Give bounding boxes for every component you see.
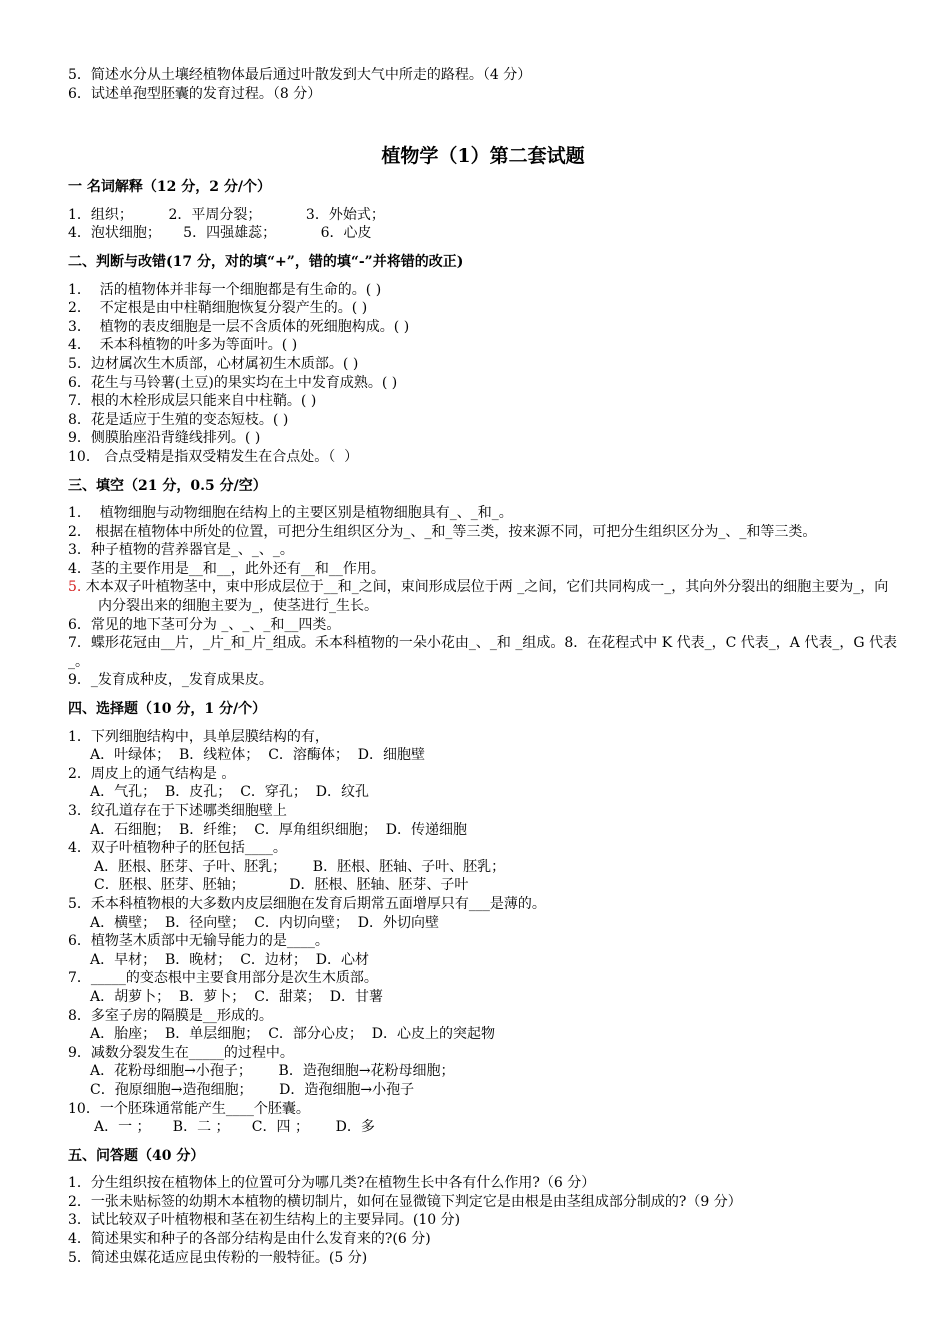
section-heading-fill: 三、填空（21 分，0.5 分/空）	[68, 477, 267, 494]
judge-item: 2． 不定根是由中柱鞘细胞恢复分裂产生的。( )	[68, 300, 368, 317]
qa-list	[68, 1174, 898, 1267]
document-page	[68, 66, 898, 1267]
judge-item: 10． 合点受精是指双受精发生在合点处。（ ）	[68, 448, 359, 465]
fill-item: 6．常见的地下茎可分为 _、_、_和__四类。	[68, 616, 341, 633]
fill-item	[68, 578, 898, 615]
judge-list	[68, 281, 898, 467]
judge-item: 7．根的木栓形成层只能来自中柱鞘。( )	[68, 393, 317, 410]
choice-options: C．孢原细胞→造孢细胞； D．造孢细胞→小孢子	[90, 1081, 415, 1098]
section-heading-qa: 五、问答题（40 分）	[68, 1147, 205, 1164]
qa-item: 3．试比较双子叶植物根和茎在初生结构上的主要异同。(10 分)	[68, 1212, 461, 1229]
choice-options: A．早材； B．晚材； C．边材； D．心材	[90, 951, 370, 968]
prev-item: 6．试述单孢型胚囊的发育过程。（8 分）	[68, 85, 322, 102]
choice-question: 2．周皮上的通气结构是 。	[68, 765, 236, 782]
choice-question: 7．_____的变态根中主要食用部分是次生木质部。	[68, 970, 378, 987]
qa-item: 1．分生组织按在植物体上的位置可分为哪几类?在植物生长中各有什么作用?（6 分）	[68, 1175, 596, 1192]
choice-question: 1．下列细胞结构中，具单层膜结构的有，	[68, 728, 329, 745]
choice-options: A．气孔； B．皮孔； C．穿孔； D．纹孔	[90, 784, 370, 801]
choice-list	[68, 728, 898, 1137]
judge-item: 6．花生与马铃薯(土豆)的果实均在土中发育成熟。( )	[68, 374, 398, 391]
choice-options: C．胚根、胚芽、胚轴； D．胚根、胚轴、胚芽、子叶	[94, 877, 469, 894]
terms-row: 4．泡状细胞； 5．四强雄蕊； 6．心皮	[68, 225, 372, 242]
choice-options: A．胡萝卜； B．萝卜； C．甜菜； D．甘薯	[90, 988, 384, 1005]
choice-question: 10．一个胚珠通常能产生____个胚囊。	[68, 1100, 310, 1117]
fill-item-text: 木本双子叶植物茎中，束中形成层位于__和_之间，束间形成层位于两 _之间，它们共同构成一_，其向外分裂出的细胞主要为_，向内分裂出来的细胞主要为_，使茎进行_生长。	[81, 579, 889, 615]
choice-options: A．横壁； B．径向壁； C．内切向壁； D．外切向壁	[90, 914, 440, 931]
fill-list	[68, 504, 898, 690]
fill-item: 7．蝶形花冠由__片，_片_和_片_组成。禾本科植物的一朵小花由_、_和 _组成。8．在花程式中 K 代表_，C 代表_，A 代表_，G 代表_。	[68, 635, 897, 670]
judge-item: 4． 禾本科植物的叶多为等面叶。( )	[68, 337, 298, 354]
choice-question: 3．纹孔道存在于下述哪类细胞壁上	[68, 803, 287, 819]
choice-options: A．胚根、胚芽、子叶、胚乳； B．胚根、胚轴、子叶、胚乳；	[94, 858, 506, 875]
judge-item: 5．边材属次生木质部，心材属初生木质部。( )	[68, 355, 359, 372]
choice-question: 5．禾本科植物根的大多数内皮层细胞在发育后期常五面增厚只有___是薄的。	[68, 895, 546, 912]
fill-item: 2． 根据在植物体中所处的位置，可把分生组织区分为_、_和_等三类，按来源不同，可把分生组织区分为_、_和等三类。	[68, 523, 817, 540]
fill-item-number: 5.	[68, 579, 82, 596]
judge-item: 1． 活的植物体并非每一个细胞都是有生命的。( )	[68, 281, 382, 298]
fill-item: 9．_发育成种皮，_发育成果皮。	[68, 672, 273, 689]
choice-question: 6．植物茎木质部中无输导能力的是____。	[68, 933, 329, 950]
judge-item: 3． 植物的表皮细胞是一层不含质体的死细胞构成。( )	[68, 318, 410, 335]
section-heading-judge: 二、判断与改错(17 分，对的填“+”，错的填“-”并将错的改正)	[68, 253, 464, 270]
choice-options: A．石细胞； B．纤维； C．厚角组织细胞； D．传递细胞	[90, 821, 468, 838]
qa-item: 5．简述虫媒花适应昆虫传粉的一般特征。(5 分)	[68, 1249, 368, 1266]
choice-options: A．花粉母细胞→小孢子； B．造孢细胞→花粉母细胞；	[90, 1063, 455, 1080]
fill-item: 1． 植物细胞与动物细胞在结构上的主要区别是植物细胞具有_、_和_。	[68, 505, 513, 522]
prev-section-items	[68, 66, 898, 103]
choice-question: 4．双子叶植物种子的胚包括____。	[68, 840, 287, 857]
prev-item: 5．简述水分从土壤经植物体最后通过叶散发到大气中所走的路程。（4 分）	[68, 67, 532, 83]
judge-item: 8．花是适应于生殖的变态短枝。( )	[68, 411, 289, 428]
qa-item: 4．简述果实和种子的各部分结构是由什么发育来的?(6 分)	[68, 1231, 431, 1248]
exam-title: 植物学（1）第二套试题	[381, 145, 585, 168]
qa-item: 2．一张未贴标签的幼期木本植物的横切制片，如何在显微镜下判定它是由根是由茎组成部分制成的?（9 分）	[68, 1193, 742, 1210]
section-heading-terms: 一 名词解释（12 分，2 分/个）	[68, 179, 271, 196]
fill-item: 4．茎的主要作用是__和__，此外还有__和__作用。	[68, 560, 385, 577]
choice-question: 8．多室子房的隔膜是__形成的。	[68, 1007, 273, 1024]
fill-item: 3．种子植物的营养器官是_、_、_。	[68, 542, 294, 559]
choice-options: A．胎座； B．单层细胞； C．部分心皮； D．心皮上的突起物	[90, 1026, 496, 1043]
choice-question: 9．减数分裂发生在_____的过程中。	[68, 1044, 294, 1061]
judge-item: 9．侧膜胎座沿背缝线排列。( )	[68, 430, 261, 447]
choice-options: A．一 ； B．二 ； C．四 ； D．多	[94, 1119, 375, 1136]
section-heading-choice: 四、选择题（10 分，1 分/个）	[68, 701, 267, 718]
choice-options: A．叶绿体； B．线粒体； C．溶酶体； D．细胞壁	[90, 747, 426, 764]
terms-row: 1．组织； 2．平周分裂； 3．外始式；	[68, 206, 385, 223]
